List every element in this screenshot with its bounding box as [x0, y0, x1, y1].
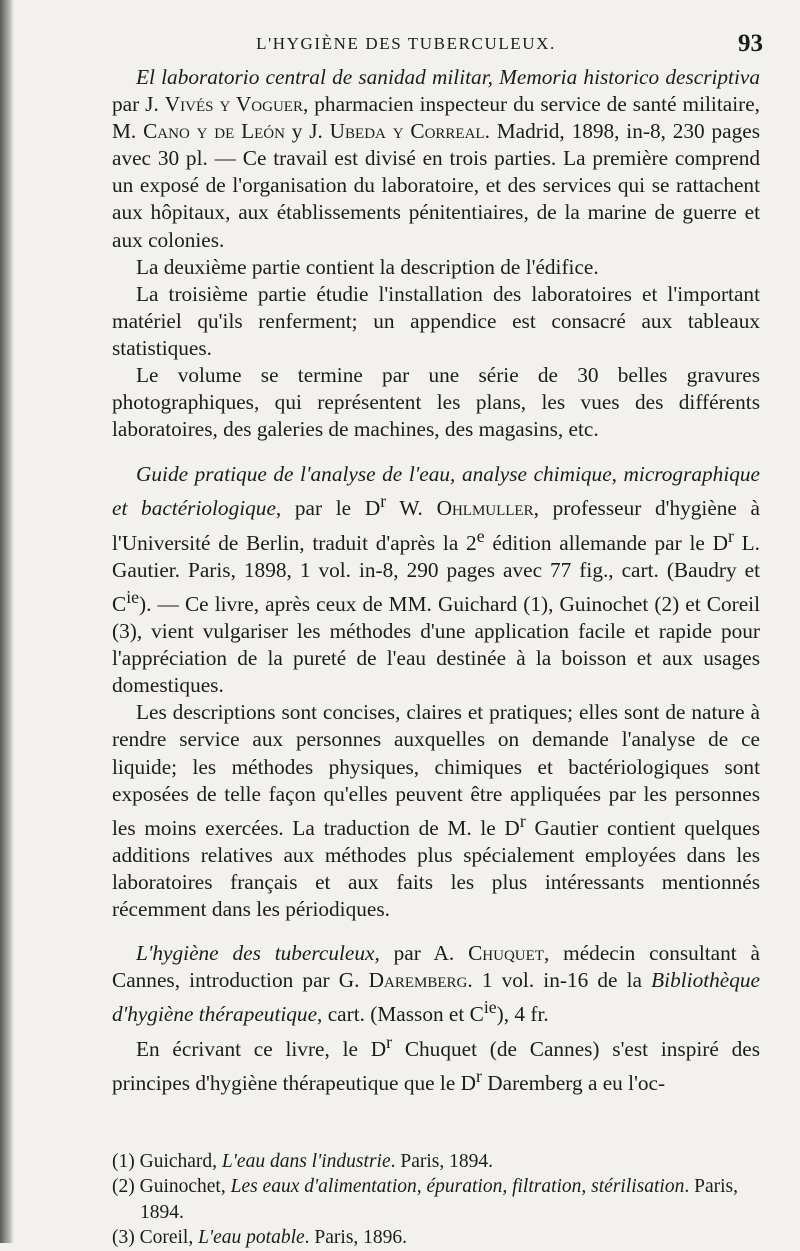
review1-paragraph-3: La troisième partie étudie l'installation des laboratoires et l'important matériel qu'ils renferment; un appendice est consacré aux tableaux statistiques. [112, 281, 760, 360]
review2-title: Guide pratique de l'analyse de l'eau, analyse chimique, micrographique et bactériologique [112, 462, 760, 521]
running-title: L'HYGIÈNE DES TUBERCULEUX. [256, 34, 556, 53]
review1-author3: Ubeda y Correal [329, 119, 485, 144]
review1-author2: Cano y de León [143, 119, 285, 144]
footnotes [112, 1149, 760, 1251]
review3-series: Bibliothèque d'hygiène thérapeutique [112, 968, 760, 1027]
footnote-3: (3) Coreil, L'eau potable. Paris, 1896. [112, 1227, 408, 1249]
review2-author: Ohlmuller [436, 496, 534, 521]
footnote-2: (2) Guinochet, Les eaux d'alimentation, épuration, filtration, stérilisation. Paris, 1894. [112, 1176, 738, 1223]
page-header [112, 30, 763, 64]
review1-paragraph-4: Le volume se termine par une série de 30 belles gravures photographiques, qui représentent les plans, les vues des différents laboratoires, des galeries de machines, des magasins, etc. [112, 363, 760, 442]
review1-title: El laboratorio central de sanidad militar, Memoria historico descriptiva [136, 65, 760, 89]
page-number: 93 [738, 30, 763, 57]
book-page [112, 30, 763, 1251]
review3-intro-author: Daremberg [368, 968, 468, 993]
review3-title: L'hygiène des tuberculeux [136, 941, 375, 966]
review3-entry: L'hygiène des tuberculeux, par A. Chuquet, médecin consultant à Cannes, introduction par G. Daremberg. 1 vol. in-16 de la Bibliothèque d'hygiène thérapeutique, cart. (Masson et $C^{ie}$), 4 fr. [112, 941, 760, 1027]
review2-entry: Guide pratique de l'analyse de l'eau, analyse chimique, micrographique et bactériologique, par le $D^r$ W. Ohlmuller, professeur d'hygiène à l'Université de Berlin, traduit d'après la 2e édition allemande par le $D^r$ L. Gautier. Paris, 1898, 1 vol. in-8, 290 pages avec 77 fig., cart. (Baudry et $C^{ie}$). — Ce livre, après ceux de MM. Guichard (1), Guinochet (2) et Coreil (3), vient vulgariser les méthodes d'une application facile et rapide pour l'appréciation de la pureté de l'eau destinée à la boisson et aux usages domestiques. [112, 462, 761, 698]
review1-author1: Vivés y Voguer [164, 92, 303, 117]
review1-paragraph-2: La deuxième partie contient la description de l'édifice. [136, 254, 599, 279]
review3-paragraph-2: En écrivant ce livre, le $D^r$ Chuquet (de Cannes) s'est inspiré des principes d'hygiène thérapeutique que le $D^r$ Daremberg a eu l'oc- [112, 1031, 760, 1095]
footnote-1: (1) Guichard, L'eau dans l'industrie. Paris, 1894. [112, 1150, 493, 1172]
review1-entry: El laboratorio central de sanidad militar, Memoria historico descriptiva par J. Vivés y Voguer, pharmacien inspecteur du service de santé militaire, M. Cano y de León y J. Ubeda y Correal. Madrid, 1898, in-8, 230 pages avec 30 pl. — Ce travail est divisé en trois parties. La première comprend un exposé de l'organisation du laboratoire, et des services qui se rattachent aux hôpitaux, aux établissements pénitentiaires, de la marine de guerre et aux colonies. [112, 65, 761, 252]
review3-author: Chuquet [468, 941, 544, 966]
page-gutter-shadow [0, 0, 14, 1243]
review2-paragraph-2: Les descriptions sont concises, claires et pratiques; elles sont de nature à rendre service aux personnes auxquelles on demande l'analyse de ce liquide; les méthodes physiques, chimiques et bactériologiques sont exposées de telle façon qu'elles peuvent être appliquées par les personnes les moins exercées. La traduction de M. le $D^r$ Gautier contient quelques additions relatives aux méthodes plus spécialement employées dans les laboratoires français et aux faits les plus intéressants mentionnés récemment dans les périodiques. [112, 700, 760, 922]
